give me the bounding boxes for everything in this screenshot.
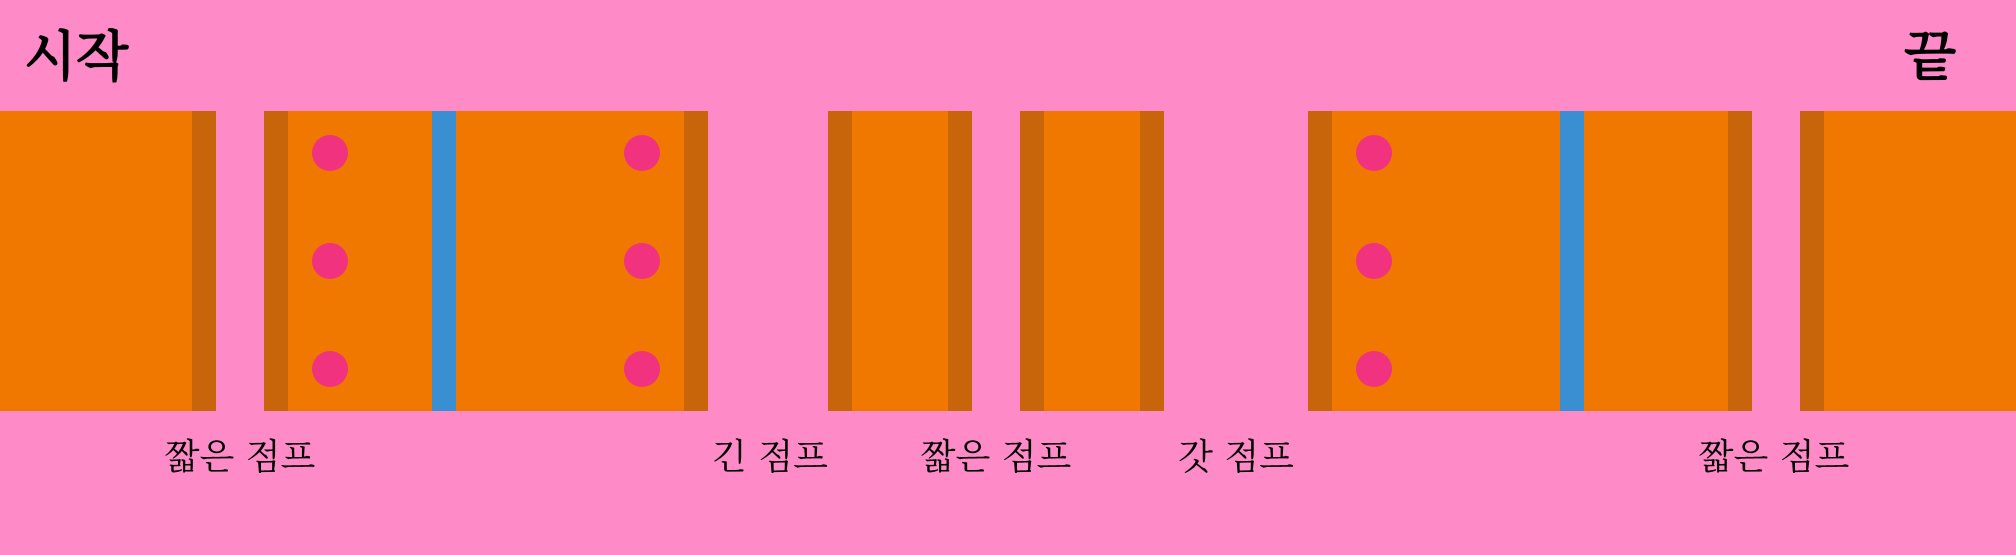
platform-end [1800,111,2016,411]
platform-edge-left [264,111,288,411]
platform-start [0,111,216,411]
jump-label: 짧은 점프 [164,437,316,478]
platform-edge-left [1308,111,1332,411]
platform-edge-right [948,111,972,411]
jump-label: 갓 점프 [1178,437,1294,478]
jump-label: 짧은 점프 [1698,437,1850,478]
coin [624,135,660,171]
platform-edge-left [1020,111,1044,411]
platform-seam [432,111,456,411]
platform-3 [828,111,972,411]
start-label: 시작 [24,25,129,88]
jump-label: 긴 점프 [712,437,828,478]
end-label: 끝 [1904,25,1957,88]
coin [624,351,660,387]
platform-seam [1560,111,1584,411]
coin [1356,351,1392,387]
platform-4 [1020,111,1164,411]
platform-edge-left [828,111,852,411]
platform-5 [1308,111,1752,411]
platform-track [0,111,2016,411]
coin [1356,243,1392,279]
platform-edge-left [1800,111,1824,411]
jump-label: 짧은 점프 [920,437,1072,478]
coin [312,243,348,279]
coin [624,243,660,279]
platform-edge-right [192,111,216,411]
platform-edge-right [1728,111,1752,411]
platform-edge-right [1140,111,1164,411]
coin [1356,135,1392,171]
platform-edge-right [684,111,708,411]
coin [312,135,348,171]
coin [312,351,348,387]
platform-2 [264,111,708,411]
